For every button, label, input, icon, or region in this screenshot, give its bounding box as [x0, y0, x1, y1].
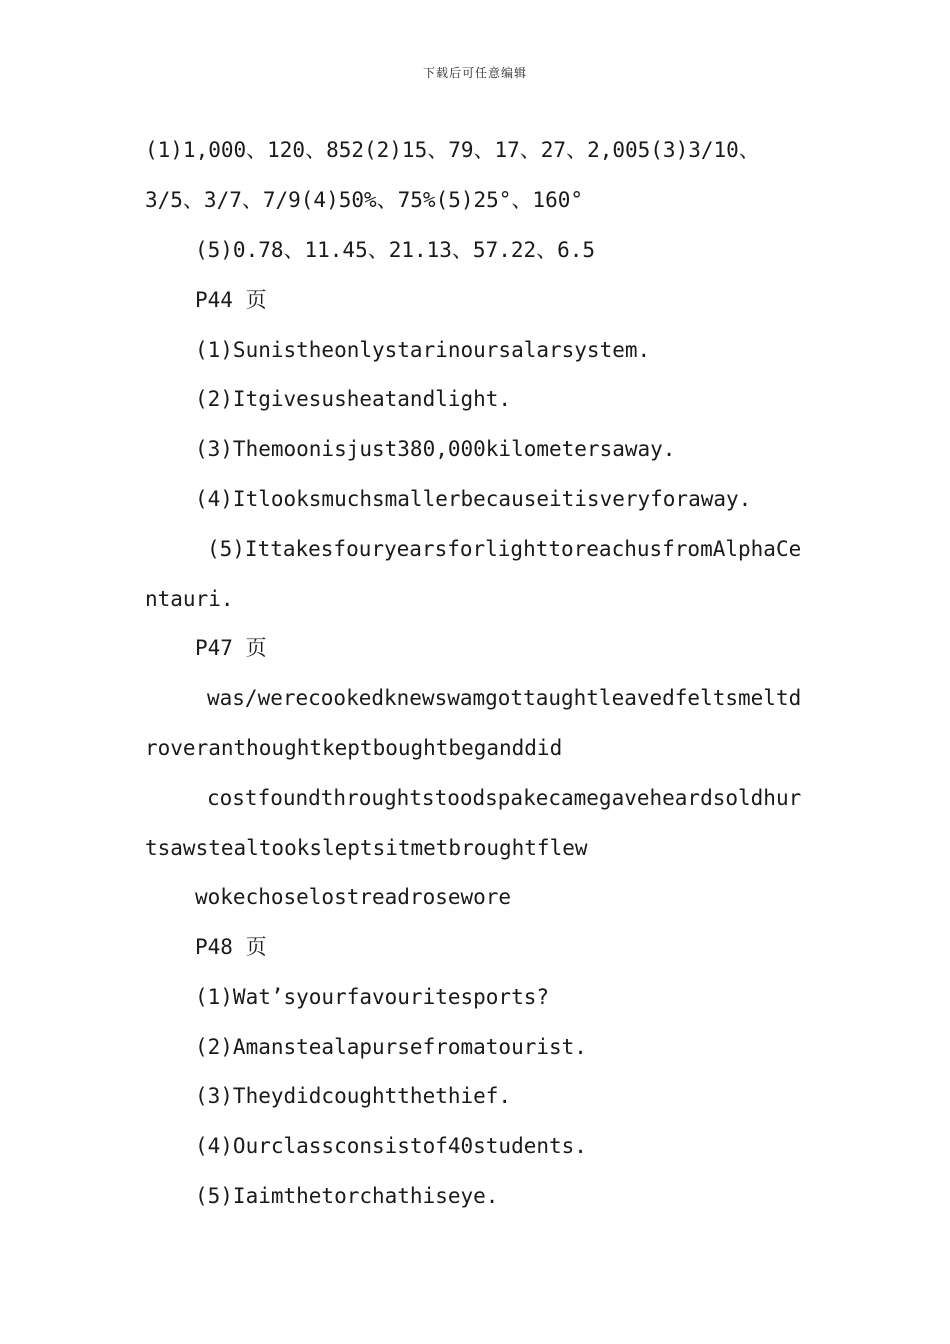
answer-line-math-3: (5)0.78、11.45、21.13、57.22、6.5 [195, 238, 596, 262]
answer-line-p47-2-cont: tsawstealtooksleptsitmetbroughtflew [145, 836, 588, 860]
section-heading-p48: P48 页 [195, 935, 267, 959]
answer-line-p47-1: was/werecookedknewswamgottaughtleavedfeltsmeltd [207, 686, 802, 710]
answer-line-p48-2: (2)Amanstealapursefromatourist. [195, 1035, 587, 1059]
answer-line-p44-5-cont: ntauri. [145, 587, 234, 611]
answer-line-p47-3: wokechoselostreadrosewore [195, 885, 512, 909]
answer-line-p48-4: (4)Ourclassconsistof40students. [195, 1134, 587, 1158]
section-heading-p47: P47 页 [195, 636, 267, 660]
answer-line-p44-3: (3)Themoonisjust380,000kilometersaway. [195, 437, 676, 461]
answer-line-p47-1-cont: roveranthoughtkeptboughtbeganddid [145, 736, 563, 760]
answer-line-p44-2: (2)Itgivesusheatandlight. [195, 387, 512, 411]
answer-line-p44-1: (1)Sunistheonlystarinoursalarsystem. [195, 338, 651, 362]
answer-line-math-2: 3/5、3/7、7/9(4)50%、75%(5)25°、160° [145, 188, 584, 212]
answer-line-p48-1: (1)Wat’syourfavouritesports? [195, 985, 550, 1009]
answer-line-p47-2: costfoundthroughtstoodspakecamegaveheardsoldhur [207, 786, 802, 810]
page-header: 下载后可任意编辑 [422, 66, 527, 80]
section-heading-p44: P44 页 [195, 288, 267, 312]
answer-line-p48-3: (3)Theydidcoughtthethief. [195, 1084, 512, 1108]
answer-line-p48-5: (5)Iaimthetorchathiseye. [195, 1184, 499, 1208]
answer-line-p44-4: (4)Itlooksmuchsmallerbecauseitisveryforaway. [195, 487, 752, 511]
answer-line-p44-5: (5)IttakesfouryearsforlighttoreachusfromAlphaCe [207, 537, 802, 561]
answer-line-math-1: (1)1,000、120、852(2)15、79、17、27、2,005(3)3/10、 [145, 138, 760, 162]
